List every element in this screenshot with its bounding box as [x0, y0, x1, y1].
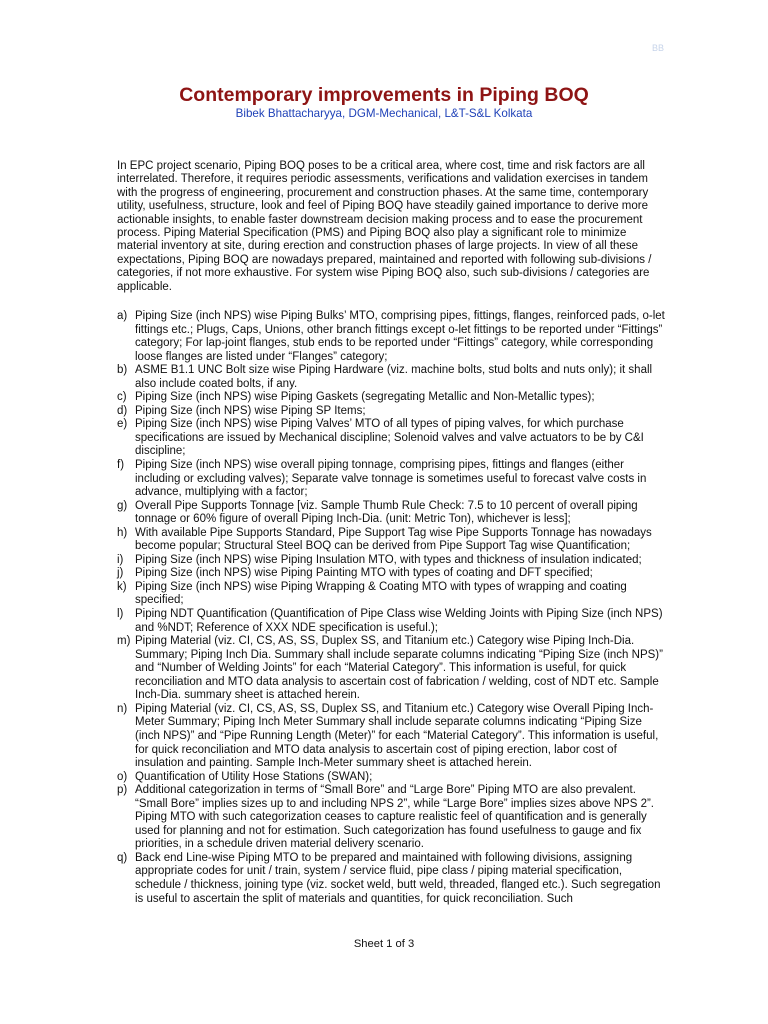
list-item-marker: e) — [117, 418, 128, 431]
list-item-marker: f) — [117, 459, 125, 472]
list-item-text: Piping Size (inch NPS) wise Piping Painting MTO with types of coating and DFT specified; — [135, 567, 593, 580]
list-item-marker: p) — [117, 784, 128, 797]
list-item-text: Piping Size (inch NPS) wise Piping Wrapping & Coating MTO with types of wrapping and coating specified; — [135, 580, 627, 607]
watermark: BB — [652, 43, 665, 53]
list-item-text: Piping Material (viz. CI, CS, AS, SS, Duplex SS, and Titanium etc.) Category wise Overall Piping Inch-Meter Summary; Piping Inch Meter Summary shall include separate columns indicating “Piping Size (inch NPS)” and “Pipe Running Length (Meter)” for each “Material Category”. This information is useful, for quick reconciliation and MTO data analysis to ascertain cost of piping erection, labor cost of insulation and painting. Sample Inch-Meter summary sheet is attached herein. — [135, 702, 659, 770]
list-item — [117, 459, 665, 500]
list-item-text: Overall Pipe Supports Tonnage [viz. Sample Thumb Rule Check: 7.5 to 10 percent of overall piping tonnage or 60% figure of overall Piping Inch-Dia. (unit: Metric Ton), whichever is less]; — [135, 499, 638, 526]
list-item-text: Piping Size (inch NPS) wise Piping Bulks’ MTO, comprising pipes, fittings, flanges, reinforced pads, o-let fittings etc.; Plugs, Caps, Unions, other branch fittings except o-let fittings to be reported under “Fittings” category; For lap-joint flanges, stub ends to be reported under “Fittings” category, while corresponding loose flanges are listed under “Flanges” category; — [135, 310, 665, 363]
list-item — [117, 418, 665, 459]
list-item — [117, 527, 665, 554]
list-item-marker: n) — [117, 702, 128, 715]
list-item — [117, 852, 665, 906]
list-item-text: Additional categorization in terms of “Small Bore” and “Large Bore” Piping MTO are also prevalent. “Small Bore” implies sizes up to and including NPS 2”, while “Large Bore” implies sizes above NPS 2”. Piping MTO with such categorization ceases to capture realistic feel of quantification and is generally used for planning and not for estimation. Such categorization has found usefulness to gauge and fix priorities, in a schedule driven material delivery scenario. — [135, 784, 654, 851]
list-item-marker: h) — [117, 526, 128, 539]
list-item-text: Back end Line-wise Piping MTO to be prepared and maintained with following divisions, assigning appropriate codes for unit / train, system / service fluid, pipe class / piping material specification, schedule / thickness, joining type (viz. socket weld, butt weld, threaded, flanged etc.). Such segregation is useful to ascertain the split of materials and quantities, for quick reconciliation. Such — [135, 851, 661, 905]
list-item-marker: g) — [117, 499, 128, 512]
author-line: Bibek Bhattacharyya, DGM-Mechanical, L&T-S&L Kolkata — [235, 107, 533, 120]
list-item-marker: m) — [117, 635, 131, 648]
list-item — [117, 771, 665, 785]
list-item-text: Piping Size (inch NPS) wise Piping Insulation MTO, with types and thickness of insulation indicated; — [135, 553, 642, 566]
list-item-marker: o) — [117, 770, 128, 783]
list-item-text: Piping Size (inch NPS) wise Piping SP Items; — [135, 404, 366, 417]
list-item — [117, 635, 665, 703]
list-item-marker: l) — [117, 608, 124, 621]
list-item-text: Piping Size (inch NPS) wise Piping Valves’ MTO of all types of piping valves, for which purchase specifications are issued by Mechanical discipline; Solenoid valves and valve actuators to be by C&I discipline; — [135, 418, 644, 458]
list-item-marker: k) — [117, 580, 127, 593]
list-item-marker: a) — [117, 310, 128, 322]
list-item — [117, 581, 665, 608]
list-item — [117, 554, 665, 568]
intro-paragraph: In EPC project scenario, Piping BOQ poses to be a critical area, where cost, time and risk factors are all interrelated. Therefore, it requires periodic assessments, verifications and validation exercises in tandem with the progress of engineering, procurement and construction phases. At the same time, contemporary utility, usefulness, structure, look and feel of Piping BOQ have steadily gained importance to derive more actionable insights, to enable faster downstream decision making process and to ease the procurement process. Piping Material Specification (PMS) and Piping BOQ also play a significant role to minimize material inventory at site, during erection and construction phases of large projects. In view of all these expectations, Piping BOQ are nowadays prepared, maintained and reported with following sub-divisions / categories, if not more exhaustive. For system wise Piping BOQ also, such sub-divisions / categories are applicable. — [117, 160, 652, 293]
list-item — [117, 391, 665, 405]
list-item — [117, 608, 665, 635]
list-item-text: Piping Size (inch NPS) wise overall piping tonnage, comprising pipes, fittings and flanges (either including or excluding valves); Separate valve tonnage is sometimes useful to forecast valve costs in advance, multiplying with a factor; — [135, 459, 647, 499]
list-item — [117, 364, 665, 391]
list-item-marker: d) — [117, 404, 128, 417]
list-item-text: Piping Size (inch NPS) wise Piping Gaskets (segregating Metallic and Non-Metallic types); — [135, 391, 595, 404]
page-footer: Sheet 1 of 3 — [353, 938, 415, 950]
list-item-text: ASME B1.1 UNC Bolt size wise Piping Hardware (viz. machine bolts, stud bolts and nuts only); it shall also include coated bolts, if any. — [135, 364, 653, 390]
list-item-marker: c) — [117, 391, 127, 404]
list-item — [117, 405, 665, 419]
document-title: Contemporary improvements in Piping BOQ — [179, 84, 589, 106]
list-item-text: Quantification of Utility Hose Stations (SWAN); — [135, 770, 373, 783]
list-item-marker: j) — [117, 567, 124, 580]
list-item-marker: i) — [117, 553, 124, 566]
category-list — [117, 310, 665, 906]
list-item — [117, 500, 665, 527]
list-item-marker: b) — [117, 364, 128, 377]
list-item — [117, 703, 665, 771]
list-item — [117, 567, 665, 581]
list-item-marker: q) — [117, 851, 128, 864]
list-item-text: Piping Material (viz. CI, CS, AS, SS, Duplex SS, and Titanium etc.) Category wise Piping Inch-Dia. Summary; Piping Inch Dia. Summary shall include separate columns indicating “Piping Size (inch NPS)” and “Number of Welding Joints” for each “Material Category”. This information is useful, for quick reconciliation and MTO data analysis to ascertain cost of fabrication / welding, cost of NDT etc. Sample Inch-Dia. summary sheet is attached herein. — [135, 635, 663, 702]
list-item — [117, 784, 665, 852]
list-item-text: Piping NDT Quantification (Quantification of Pipe Class wise Welding Joints with Piping Size (inch NPS) and %NDT; Reference of XXX NDE specification is useful.); — [135, 608, 663, 634]
list-item — [117, 310, 665, 364]
list-item-text: With available Pipe Supports Standard, Pipe Support Tag wise Pipe Supports Tonnage has nowadays become popular; Structural Steel BOQ can be derived from Pipe Support Tag wise Quantification; — [135, 526, 652, 553]
